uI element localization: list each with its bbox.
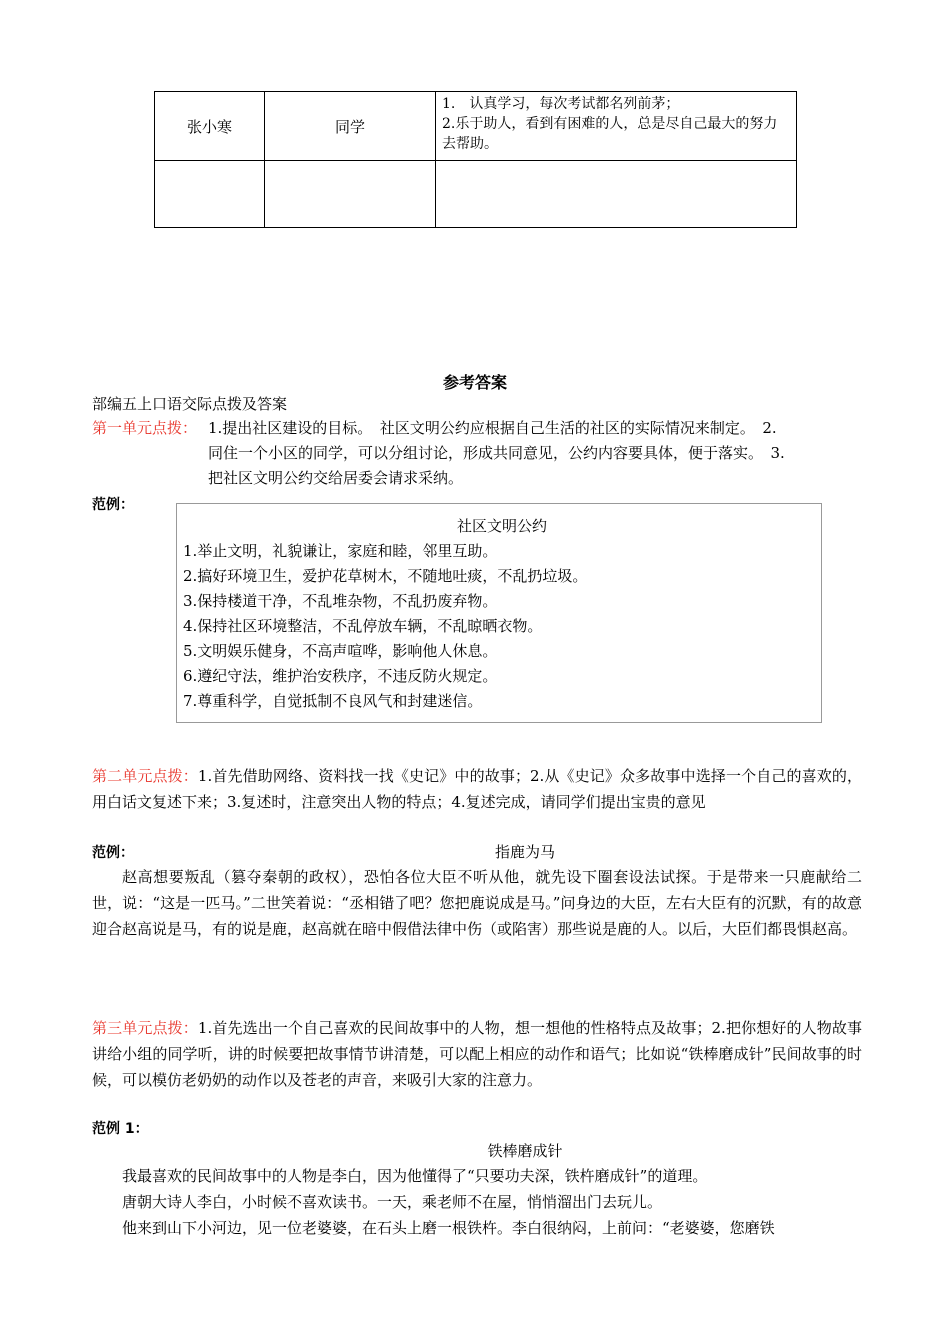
story-line: 唐朝大诗人李白，小时候不喜欢读书。一天，乘老师不在屋，悄悄溜出门去玩儿。	[122, 1193, 663, 1211]
unit2-story: 赵高想要叛乱（篡夺秦朝的政权），恐怕各位大臣不听从他，就先设下圈套设法试探。于是带来一只鹿献给二世，说：“这是一匹马。”二世笑着说：“丞相错了吧？您把鹿说成是马。”问身边的大臣，左右大臣有的沉默，有的故意迎合赵高说是马，有的说是鹿，赵高就在暗中假借法律中伤（或陷害）那些说是鹿的人。以后，大臣们都畏惧赵高。	[92, 868, 862, 938]
name-cell	[155, 161, 265, 228]
relation-cell: 同学	[265, 92, 436, 161]
unit3-story	[122, 1163, 867, 1241]
convention-item: 5.文明娱乐健身，不高声喧哗，影响他人休息。	[183, 642, 498, 660]
trait-line: 2.乐于助人，看到有困难的人，总是尽自己最大的努力去帮助。	[442, 116, 778, 152]
convention-box	[176, 503, 822, 723]
unit1-label: 第一单元点拨：	[92, 419, 198, 437]
unit3-label: 第三单元点拨：	[92, 1019, 198, 1037]
unit1-example-label: 范例：	[92, 497, 134, 513]
convention-item: 1.举止文明，礼貌谦让，家庭和睦，邻里互助。	[183, 542, 498, 560]
unit3-text: 1.首先选出一个自己喜欢的民间故事中的人物，想一想他的性格特点及故事；2.把你想好的人物故事讲给小组的同学听，讲的时候要把故事情节讲清楚，可以配上相应的动作和语气；比如说“铁棒磨成针”民间故事的时候，可以模仿老奶奶的动作以及苍老的声音，来吸引大家的注意力。	[92, 1019, 862, 1089]
convention-title: 社区文明公约	[456, 517, 547, 535]
trait-line: 1. 认真学习，每次考试都名列前茅；	[442, 96, 680, 112]
table-row	[155, 161, 797, 228]
unit3-example-label: 范例 1：	[92, 1121, 149, 1137]
convention-item: 4.保持社区环境整洁，不乱停放车辆，不乱晾晒衣物。	[183, 617, 543, 635]
answers-subtitle: 部编五上口语交际点拨及答案	[92, 395, 288, 413]
answers-title: 参考答案	[442, 373, 507, 392]
traits-cell	[436, 92, 797, 161]
convention-item: 2.搞好环境卫生，爱护花草树木，不随地吐痰，不乱扔垃圾。	[183, 567, 588, 585]
unit2-label: 第二单元点拨：	[92, 767, 198, 785]
unit1-line: 同住一个小区的同学，可以分组讨论，形成共同意见，公约内容要具体，便于落实。 3.	[208, 444, 785, 462]
unit2-text: 1.首先借助网络、资料找一找《史记》中的故事；2.从《史记》众多故事中选择一个自己的喜欢的，用白话文复述下来；3.复述时，注意突出人物的特点；4.复述完成，请同学们提出宝贵的意见	[92, 767, 862, 811]
convention-item: 7.尊重科学，自觉抵制不良风气和封建迷信。	[183, 692, 483, 710]
person-table	[154, 91, 797, 228]
table-row	[155, 92, 797, 161]
story-line: 他来到山下小河边，见一位老婆婆，在石头上磨一根铁杵。李白很纳闷，上前问：“老婆婆，您磨铁	[122, 1219, 775, 1237]
unit1-line: 1.提出社区建设的目标。 社区文明公约应根据自己生活的社区的实际情况来制定。 2.	[208, 419, 777, 437]
unit3-paragraph	[92, 1015, 862, 1093]
unit2-story-title: 指鹿为马	[494, 843, 555, 861]
convention-item: 6.遵纪守法，维护治安秩序，不违反防火规定。	[183, 667, 498, 685]
unit2-paragraph	[92, 763, 862, 815]
traits-cell	[436, 161, 797, 228]
convention-item: 3.保持楼道干净，不乱堆杂物，不乱扔废弃物。	[183, 592, 498, 610]
unit1-line: 把社区文明公约交给居委会请求采纳。	[208, 469, 464, 487]
unit3-story-title: 铁棒磨成针	[487, 1142, 563, 1160]
unit1-text	[208, 416, 868, 491]
unit2-example-label: 范例：	[92, 845, 134, 861]
story-line: 我最喜欢的民间故事中的人物是李白，因为他懂得了“只要功夫深，铁杵磨成针”的道理。	[122, 1167, 708, 1185]
relation-cell	[265, 161, 436, 228]
name-cell: 张小寒	[155, 92, 265, 161]
